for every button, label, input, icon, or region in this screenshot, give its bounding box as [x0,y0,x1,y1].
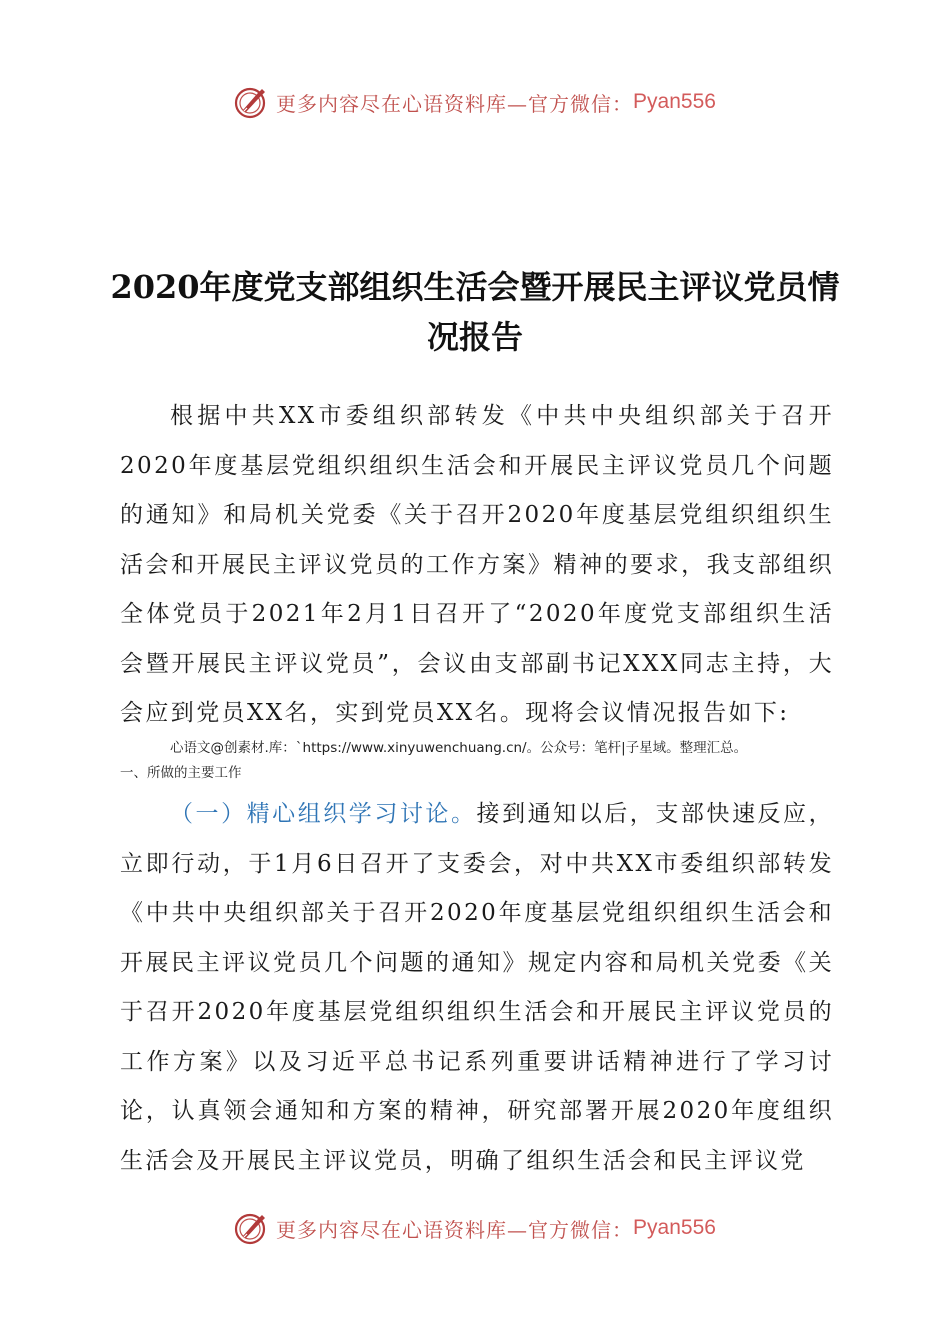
pen-nib-seal-icon [234,84,270,120]
banner-text: 更多内容尽在心语资料库—官方微信： [276,1217,634,1242]
header-banner [0,80,950,124]
subsection-heading-1: （一）精心组织学习讨论。 [170,801,477,827]
banner-text: 更多内容尽在心语资料库—官方微信： [276,91,634,116]
banner-wechat-id: Pyan556 [633,90,716,113]
footer-banner [0,1206,950,1250]
subsection-body-1: 接到通知以后，支部快速反应，立即行动，于1月6日召开了支委会，对中共XX市委组织部转发《中共中央组织部关于召开2020年度基层党组织组织生活会和开展民主评议党员几个问题的通知》规定内容和局机关党委《关于召开2020年度基层党组织组织生活会和开展民主评议党员的工作方案》以及习近平总书记系列重要讲话精神进行了学习讨论，认真领会通知和方案的精神，研究部署开展2020年度组织生活会及开展民主评议党员，明确了组织生活会和民主评议党 [120,801,834,1174]
subsection-paragraph-1 [120,790,834,1186]
banner-wechat-id: Pyan556 [633,1216,716,1239]
section-heading-1: 一、所做的主要工作 [120,765,242,781]
source-note: 心语文@创素材.库：`https://www.xinyuwenchuang.cn/。公众号：笔杆|子星域。整理汇总。 [170,740,748,756]
intro-paragraph: 根据中共XX市委组织部转发《中共中央组织部关于召开2020年度基层党组织组织生活会和开展民主评议党员几个问题的通知》和局机关党委《关于召开2020年度基层党组织组织生活会和开展民主评议党员的工作方案》精神的要求，我支部组织全体党员于2021年2月1日召开了“2020年度党支部组织生活会暨开展民主评议党员”，会议由支部副书记XXX同志主持，大会应到党员XX名，实到党员XX名。现将会议情况报告如下: [120,403,834,726]
pen-nib-seal-icon [234,1210,270,1246]
document-title: 2020年度党支部组织生活会暨开展民主评议党员情况报告 [110,268,840,356]
